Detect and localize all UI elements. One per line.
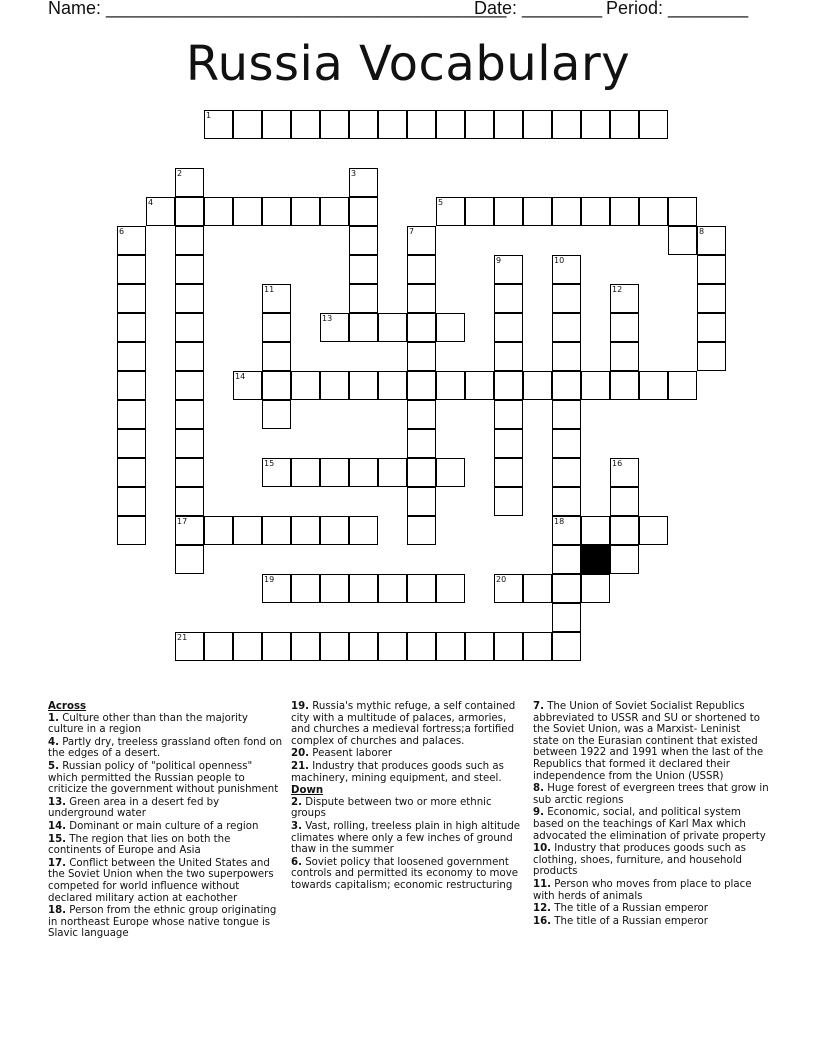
crossword-cell[interactable] — [552, 574, 581, 603]
clue-item — [533, 879, 769, 902]
crossword-cell[interactable] — [175, 545, 204, 574]
clue-text: Soviet policy that loosened government controls and permitted its economy to move towards capitalism; economic restructuring — [291, 856, 518, 891]
crossword-cell[interactable] — [204, 632, 233, 661]
clue-text: Russian policy of "political openness" which permitted the Russian people to criticize the government without punishment — [48, 760, 279, 796]
crossword-cell[interactable] — [407, 110, 436, 139]
clue-item — [48, 858, 284, 904]
crossword-cell[interactable] — [552, 516, 581, 545]
clue-number-label: 5. — [48, 760, 59, 772]
crossword-cell[interactable] — [581, 110, 610, 139]
crossword-cell[interactable] — [262, 284, 291, 313]
clue-text: Person from the ethnic group originating in northeast Europe whose native tongue is Slavic language — [48, 905, 277, 940]
clue-number: 6 — [119, 227, 125, 236]
crossword-cell[interactable] — [552, 603, 581, 632]
clue-number-label: 16. — [533, 915, 552, 927]
clue-number-label: 15. — [48, 833, 67, 845]
clue-text: Peasent laborer — [309, 748, 393, 760]
crossword-cell[interactable] — [581, 371, 610, 400]
clue-item — [48, 797, 284, 820]
clue-number-label: 21. — [291, 760, 310, 772]
crossword-cell[interactable] — [117, 313, 146, 342]
crossword-cell[interactable] — [552, 255, 581, 284]
crossword-cell[interactable] — [117, 284, 146, 313]
crossword-cell[interactable] — [175, 400, 204, 429]
crossword-cell[interactable] — [320, 197, 349, 226]
clue-item — [48, 713, 284, 736]
crossword-cell[interactable] — [407, 632, 436, 661]
clue-item — [533, 916, 769, 928]
crossword-cell[interactable] — [349, 371, 378, 400]
clue-number: 8 — [699, 227, 705, 236]
crossword-cell[interactable] — [494, 313, 523, 342]
crossword-cell[interactable] — [494, 458, 523, 487]
crossword-cell[interactable] — [610, 371, 639, 400]
crossword-cell[interactable] — [349, 516, 378, 545]
crossword-cell[interactable] — [552, 400, 581, 429]
crossword-cell[interactable] — [146, 197, 175, 226]
crossword-cell[interactable] — [494, 487, 523, 516]
crossword-cell[interactable] — [494, 574, 523, 603]
crossword-cell[interactable] — [349, 226, 378, 255]
crossword-cell[interactable] — [233, 197, 262, 226]
crossword-cell[interactable] — [494, 110, 523, 139]
crossword-cell[interactable] — [262, 458, 291, 487]
clue-number: 5 — [438, 198, 444, 207]
clue-item — [48, 834, 284, 857]
clue-number-label: 17. — [48, 857, 67, 869]
crossword-cell[interactable] — [175, 255, 204, 284]
crossword-cell[interactable] — [378, 458, 407, 487]
crossword-cell[interactable] — [262, 400, 291, 429]
crossword-cell[interactable] — [320, 371, 349, 400]
crossword-cell[interactable] — [407, 342, 436, 371]
clue-number-label: 14. — [48, 820, 67, 832]
crossword-cell[interactable] — [378, 574, 407, 603]
crossword-cell[interactable] — [204, 516, 233, 545]
crossword-cell[interactable] — [117, 516, 146, 545]
crossword-cell[interactable] — [552, 110, 581, 139]
crossword-cell[interactable] — [668, 197, 697, 226]
crossword-cell[interactable] — [465, 197, 494, 226]
clue-text: Economic, social, and political system based on the teachings of Karl Max which advocated the elimination of private property — [533, 807, 766, 842]
crossword-cell[interactable] — [407, 371, 436, 400]
crossword-cell[interactable] — [378, 632, 407, 661]
crossword-cell[interactable] — [552, 458, 581, 487]
clue-item — [48, 737, 284, 760]
crossword-cell[interactable] — [378, 110, 407, 139]
clue-text: Vast, rolling, treeless plain in high altitude climates where only a few inches of ground thaw in the summer — [291, 820, 521, 856]
clues-section-heading: Down — [291, 785, 324, 797]
crossword-cell[interactable] — [175, 226, 204, 255]
crossword-cell[interactable] — [552, 284, 581, 313]
crossword-cell[interactable] — [117, 429, 146, 458]
clue-number: 21 — [177, 633, 188, 642]
crossword-cell[interactable] — [175, 632, 204, 661]
clue-item — [291, 701, 527, 747]
clue-item — [48, 761, 284, 796]
clue-item — [291, 821, 527, 856]
clue-number-label: 9. — [533, 807, 544, 819]
clue-text: Partly dry, treeless grassland often fond on the edges of a desert. — [48, 736, 283, 760]
crossword-cell[interactable] — [262, 110, 291, 139]
clue-item — [291, 761, 527, 784]
crossword-cell[interactable] — [262, 516, 291, 545]
clue-number-label: 12. — [533, 903, 552, 915]
clue-number: 10 — [554, 256, 565, 265]
clue-text: Conflict between the United States and the Soviet Union when the two superpowers competed for world influence without declared military action at eachother — [48, 857, 274, 904]
crossword-cell[interactable] — [552, 632, 581, 661]
crossword-cell[interactable] — [349, 168, 378, 197]
crossword-cell[interactable] — [610, 197, 639, 226]
crossword-cell[interactable] — [407, 284, 436, 313]
clue-number: 1 — [206, 111, 212, 120]
clue-item — [533, 807, 769, 842]
crossword-cell[interactable] — [320, 632, 349, 661]
date-field[interactable]: Date: ________ — [474, 0, 603, 18]
clue-number: 7 — [409, 227, 415, 236]
crossword-cell[interactable] — [552, 487, 581, 516]
clue-number-label: 8. — [533, 783, 544, 795]
crossword-cell[interactable] — [465, 632, 494, 661]
crossword-cell[interactable] — [349, 197, 378, 226]
clue-item — [533, 843, 769, 878]
crossword-cell[interactable] — [494, 197, 523, 226]
period-field[interactable]: Period: ________ — [606, 0, 749, 18]
crossword-cell[interactable] — [581, 516, 610, 545]
crossword-cell[interactable] — [697, 313, 726, 342]
clue-text: Person who moves from place to place with herds of animals — [533, 878, 752, 902]
clue-number: 14 — [235, 372, 246, 381]
crossword-cell[interactable] — [494, 400, 523, 429]
clue-number-label: 6. — [291, 856, 302, 868]
crossword-cell[interactable] — [697, 284, 726, 313]
crossword-cell[interactable] — [320, 313, 349, 342]
crossword-cell[interactable] — [117, 255, 146, 284]
crossword-cell[interactable] — [610, 458, 639, 487]
crossword-cell[interactable] — [523, 110, 552, 139]
crossword-cell[interactable] — [291, 516, 320, 545]
crossword-cell[interactable] — [262, 342, 291, 371]
crossword-cell[interactable] — [291, 574, 320, 603]
clue-number: 11 — [264, 285, 275, 294]
crossword-cell[interactable] — [349, 284, 378, 313]
crossword-cell[interactable] — [291, 458, 320, 487]
crossword-cell[interactable] — [233, 632, 262, 661]
crossword-cell[interactable] — [175, 458, 204, 487]
name-field[interactable]: Name: ________________________________________ — [48, 0, 507, 18]
page-title: Russia Vocabulary — [185, 36, 631, 92]
clue-number-label: 13. — [48, 796, 67, 808]
crossword-cell[interactable] — [697, 255, 726, 284]
crossword-cell[interactable] — [639, 110, 668, 139]
crossword-cell[interactable] — [407, 487, 436, 516]
crossword-cell[interactable] — [117, 342, 146, 371]
clue-number: 3 — [351, 169, 357, 178]
crossword-cell[interactable] — [291, 197, 320, 226]
clue-text: Industry that produces goods such as clothing, shoes, furniture, and household products — [533, 843, 746, 878]
clue-number: 18 — [554, 517, 565, 526]
crossword-cell[interactable] — [436, 574, 465, 603]
clue-number-label: 4. — [48, 736, 59, 748]
crossword-cell[interactable] — [523, 371, 552, 400]
clues-column-1 — [48, 701, 284, 941]
crossword-cell[interactable] — [668, 371, 697, 400]
crossword-cell[interactable] — [523, 574, 552, 603]
crossword-cell[interactable] — [610, 313, 639, 342]
clue-text: Russia's mythic refuge, a self contained city with a multitude of palaces, armories, and churches a medieval fortress;a fortified complex of churches and palaces. — [291, 701, 516, 747]
crossword-cell[interactable] — [494, 632, 523, 661]
crossword-cell[interactable] — [349, 313, 378, 342]
clue-number-label: 2. — [291, 796, 302, 808]
crossword-block — [581, 545, 610, 574]
clue-text: The title of a Russian emperor — [551, 915, 708, 927]
crossword-cell[interactable] — [552, 429, 581, 458]
crossword-cell[interactable] — [175, 284, 204, 313]
crossword-cell[interactable] — [610, 110, 639, 139]
clue-number-label: 1. — [48, 712, 59, 724]
crossword-cell[interactable] — [407, 400, 436, 429]
crossword-cell[interactable] — [320, 574, 349, 603]
crossword-cell[interactable] — [552, 197, 581, 226]
crossword-cell[interactable] — [117, 226, 146, 255]
clue-number-label: 18. — [48, 905, 67, 917]
crossword-cell[interactable] — [233, 110, 262, 139]
crossword-cell[interactable] — [639, 197, 668, 226]
crossword-cell[interactable] — [175, 342, 204, 371]
crossword-cell[interactable] — [291, 632, 320, 661]
clue-text: The Union of Soviet Socialist Republics abbreviated to USSR and SU or shortened to the Soviet Union, was a Marxist- Leninist state on the Eurasian continent that existed between 1922 and 1991 when the last of the Republics that formed it declared their independence from the Union (USSR) — [533, 701, 764, 782]
crossword-cell[interactable] — [175, 487, 204, 516]
crossword-cell[interactable] — [610, 284, 639, 313]
crossword-cell[interactable] — [552, 371, 581, 400]
crossword-cell[interactable] — [407, 429, 436, 458]
clue-text: The region that lies on both the continents of Europe and Asia — [48, 833, 231, 857]
crossword-cell[interactable] — [407, 255, 436, 284]
crossword-cell[interactable] — [204, 110, 233, 139]
crossword-cell[interactable] — [523, 197, 552, 226]
crossword-cell[interactable] — [407, 226, 436, 255]
clue-item — [533, 783, 769, 806]
crossword-cell[interactable] — [349, 632, 378, 661]
clue-number: 9 — [496, 256, 502, 265]
crossword-cell[interactable] — [291, 110, 320, 139]
crossword-cell[interactable] — [175, 168, 204, 197]
crossword-cell[interactable] — [262, 197, 291, 226]
clue-number-label: 10. — [533, 843, 552, 855]
clue-item — [48, 821, 284, 833]
clue-number-label: 20. — [291, 748, 310, 760]
crossword-cell[interactable] — [639, 516, 668, 545]
crossword-cell[interactable] — [262, 313, 291, 342]
clue-item — [533, 903, 769, 915]
crossword-cell[interactable] — [262, 574, 291, 603]
clue-text: Green area in a desert fed by underground water — [48, 796, 220, 820]
crossword-cell[interactable] — [117, 371, 146, 400]
clues-section-heading: Across — [48, 701, 87, 712]
crossword-cell[interactable] — [407, 516, 436, 545]
crossword-cell[interactable] — [581, 574, 610, 603]
crossword-cell[interactable] — [639, 371, 668, 400]
crossword-cell[interactable] — [610, 545, 639, 574]
crossword-cell[interactable] — [668, 226, 697, 255]
clue-number: 19 — [264, 575, 275, 584]
crossword-cell[interactable] — [175, 313, 204, 342]
clue-text: Dominant or main culture of a region — [66, 820, 259, 832]
crossword-cell[interactable] — [349, 458, 378, 487]
crossword-cell[interactable] — [175, 371, 204, 400]
clue-number: 4 — [148, 198, 154, 207]
crossword-cell[interactable] — [552, 342, 581, 371]
crossword-cell[interactable] — [175, 429, 204, 458]
clue-item — [48, 905, 284, 940]
clue-number-label: 3. — [291, 820, 302, 832]
clue-text: Dispute between two or more ethnic groups — [291, 796, 492, 820]
crossword-cell[interactable] — [320, 458, 349, 487]
crossword-cell[interactable] — [494, 342, 523, 371]
clue-number-label: 19. — [291, 701, 310, 712]
crossword-cell[interactable] — [697, 342, 726, 371]
crossword-cell[interactable] — [494, 429, 523, 458]
clue-text: Huge forest of evergreen trees that grow in sub arctic regions — [533, 783, 769, 806]
crossword-cell[interactable] — [610, 487, 639, 516]
crossword-cell[interactable] — [494, 255, 523, 284]
clue-number: 17 — [177, 517, 188, 526]
clue-item — [291, 797, 527, 820]
crossword-cell[interactable] — [610, 342, 639, 371]
crossword-cell[interactable] — [320, 516, 349, 545]
crossword-cell[interactable] — [610, 516, 639, 545]
crossword-cell[interactable] — [523, 632, 552, 661]
crossword-cell[interactable] — [552, 545, 581, 574]
crossword-cell[interactable] — [117, 458, 146, 487]
crossword-cell[interactable] — [349, 574, 378, 603]
crossword-cell[interactable] — [378, 371, 407, 400]
clues-column-3 — [533, 701, 769, 928]
clue-text: Culture other than than the majority culture in a region — [48, 712, 248, 736]
crossword-cell[interactable] — [204, 197, 233, 226]
crossword-cell[interactable] — [262, 632, 291, 661]
crossword-cell[interactable] — [117, 400, 146, 429]
clue-number: 20 — [496, 575, 507, 584]
crossword-cell[interactable] — [436, 110, 465, 139]
crossword-cell[interactable] — [552, 313, 581, 342]
crossword-cell[interactable] — [320, 110, 349, 139]
clue-item — [291, 748, 527, 760]
clue-number: 15 — [264, 459, 275, 468]
clue-number: 13 — [322, 314, 333, 323]
crossword-cell[interactable] — [233, 516, 262, 545]
crossword-cell[interactable] — [233, 371, 262, 400]
clue-number: 2 — [177, 169, 183, 178]
crossword-cell[interactable] — [262, 371, 291, 400]
crossword-cell[interactable] — [117, 487, 146, 516]
crossword-cell[interactable] — [494, 284, 523, 313]
crossword-cell[interactable] — [175, 197, 204, 226]
crossword-cell[interactable] — [349, 255, 378, 284]
crossword-cell[interactable] — [349, 110, 378, 139]
crossword-cell[interactable] — [436, 632, 465, 661]
crossword-cell[interactable] — [436, 371, 465, 400]
crossword-cell[interactable] — [407, 574, 436, 603]
crossword-cell[interactable] — [494, 371, 523, 400]
clue-number: 16 — [612, 459, 623, 468]
clue-number-label: 11. — [533, 878, 552, 890]
clue-number: 12 — [612, 285, 623, 294]
crossword-cell[interactable] — [436, 313, 465, 342]
clue-number-label: 7. — [533, 701, 544, 712]
clue-text: The title of a Russian emperor — [551, 903, 708, 915]
crossword-cell[interactable] — [407, 313, 436, 342]
crossword-cell[interactable] — [697, 226, 726, 255]
crossword-cell[interactable] — [436, 197, 465, 226]
crossword-cell[interactable] — [465, 110, 494, 139]
crossword-cell[interactable] — [407, 458, 436, 487]
crossword-cell[interactable] — [291, 371, 320, 400]
crossword-cell[interactable] — [465, 371, 494, 400]
clue-item — [291, 857, 527, 892]
clue-text: Industry that produces goods such as machinery, mining equipment, and steel. — [291, 760, 504, 784]
clue-item — [533, 701, 769, 782]
crossword-cell[interactable] — [581, 197, 610, 226]
crossword-cell[interactable] — [378, 313, 407, 342]
clues-column-2 — [291, 701, 527, 893]
crossword-cell[interactable] — [436, 458, 465, 487]
crossword-cell[interactable] — [175, 516, 204, 545]
